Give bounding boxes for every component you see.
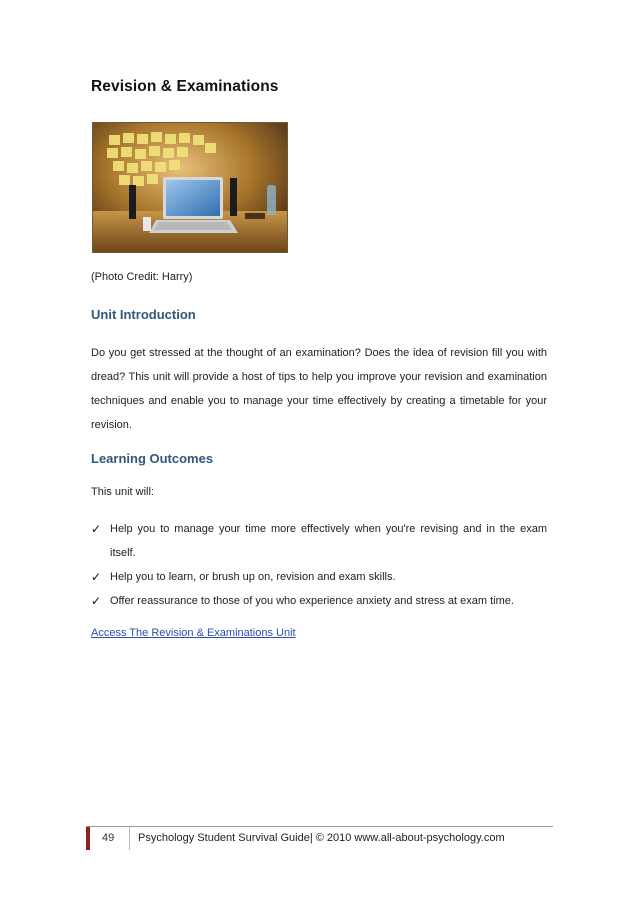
checkmark-icon: ✓: [91, 522, 102, 536]
access-unit-link[interactable]: Access The Revision & Examinations Unit: [91, 627, 296, 639]
learning-outcomes-heading: Learning Outcomes: [91, 451, 214, 466]
checkmark-icon: ✓: [91, 570, 102, 584]
outcome-text: Offer reassurance to those of you who experience anxiety and stress at exam time.: [110, 595, 514, 607]
checkmark-icon: ✓: [91, 594, 102, 608]
page-number: 49: [102, 832, 115, 844]
outcome-text: Help you to manage your time more effectively when you're revising and in the exam itself.: [110, 523, 547, 559]
page-title: Revision & Examinations: [91, 78, 279, 95]
footer-text: Psychology Student Survival Guide| © 2010 www.all-about-psychology.com: [138, 832, 505, 844]
revision-desk-photo: [92, 122, 288, 253]
footer-divider: [86, 826, 553, 827]
list-item: [91, 517, 547, 565]
photo-credit: (Photo Credit: Harry): [91, 271, 193, 283]
unit-introduction-heading: Unit Introduction: [91, 307, 196, 322]
list-item: [91, 589, 547, 613]
unit-introduction-paragraph: Do you get stressed at the thought of an examination? Does the idea of revision fill you with dread? This unit will provide a host of tips to help you improve your revision and examination techniques and enable you to manage your time effectively by creating a timetable for your revision.: [91, 347, 547, 431]
outcome-text: Help you to learn, or brush up on, revision and exam skills.: [110, 571, 396, 583]
learning-outcomes-list: [91, 517, 547, 613]
list-item: [91, 565, 547, 589]
learning-outcomes-lead: This unit will:: [91, 486, 154, 498]
